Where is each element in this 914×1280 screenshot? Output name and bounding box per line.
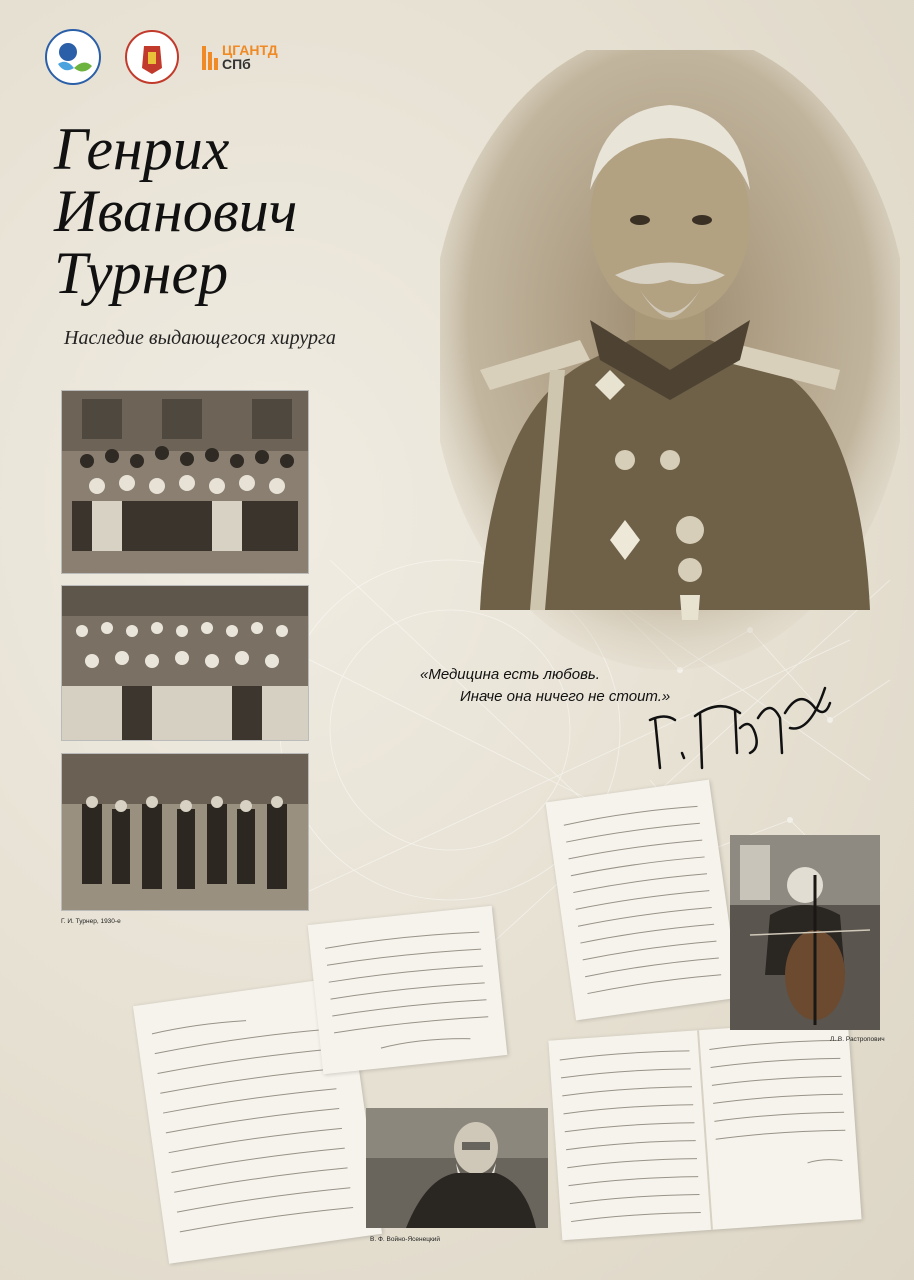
title-line-2: Иванович xyxy=(54,178,298,244)
cgantd-logo-text: ЦГАНТД xyxy=(222,42,278,58)
cgantd-logo-subtext: СПб xyxy=(222,56,251,72)
title-line-3: Турнер xyxy=(54,240,229,306)
bishop-caption: В. Ф. Войно-Ясенецкий xyxy=(370,1236,441,1243)
portrait-photo xyxy=(440,50,900,670)
subtitle: Наследие выдающегося хирурга xyxy=(64,327,336,349)
group-photo-3 xyxy=(61,753,309,911)
page-title xyxy=(54,118,297,304)
bishop-photo xyxy=(366,1108,548,1228)
title-line-1: Генрих xyxy=(54,116,230,182)
group-photo-2 xyxy=(61,585,309,741)
logos-row xyxy=(44,28,292,86)
letter-2 xyxy=(308,906,508,1075)
letter-3 xyxy=(545,780,739,1021)
letter-4 xyxy=(548,1020,861,1240)
quote-line-1: «Медицина есть любовь. xyxy=(420,666,600,683)
signature-image xyxy=(640,658,840,778)
cgantd-logo xyxy=(202,37,292,77)
group-photos-caption: Г. И. Турнер, 1930-е xyxy=(61,918,121,925)
cgantd-logo-mark xyxy=(202,42,218,72)
quote-line-2: Иначе она ничего не стоит.» xyxy=(460,688,671,705)
organization-logo xyxy=(44,28,102,86)
archive-committee-logo xyxy=(124,28,180,86)
group-photo-1 xyxy=(61,390,309,574)
cellist-photo xyxy=(730,835,880,1030)
cellist-caption: Л. В. Растропович xyxy=(830,1036,885,1043)
